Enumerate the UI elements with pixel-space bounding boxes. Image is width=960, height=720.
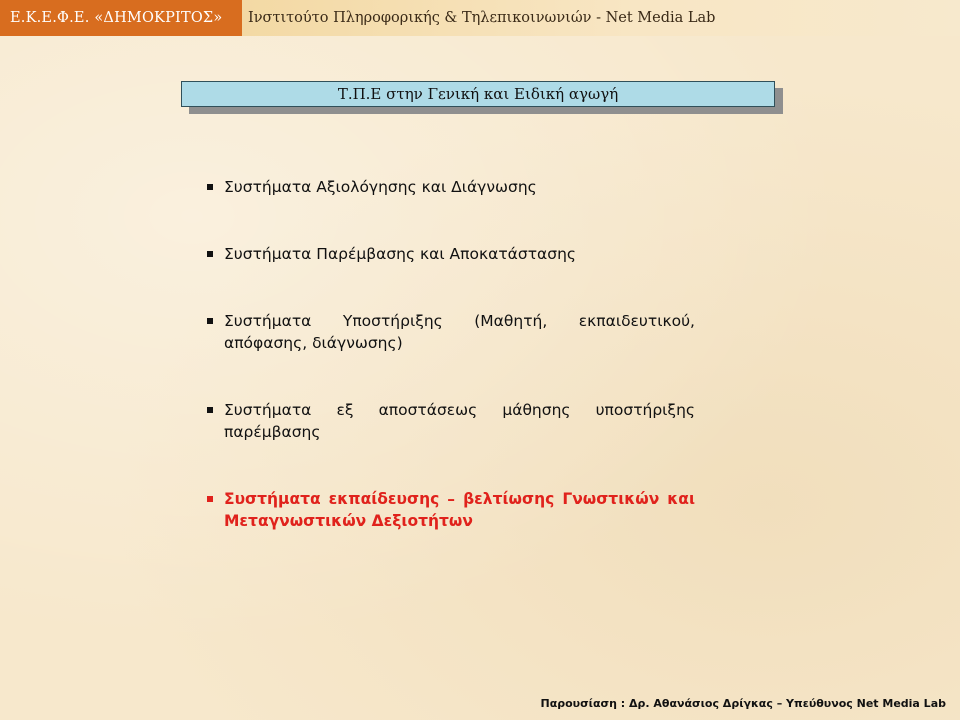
- bullet-text: Συστήματα εκπαίδευσης – βελτίωσης Γνωστικών και Μεταγνωστικών Δεξιοτήτων: [224, 490, 695, 530]
- bullet-square-icon: [207, 184, 213, 190]
- bullet-text: Συστήματα εξ αποστάσεως μάθησης υποστήριξης παρέμβασης: [224, 401, 695, 441]
- bullet-text: Συστήματα Παρέμβασης και Αποκατάστασης: [224, 245, 576, 263]
- slide-title: Τ.Π.Ε στην Γενική και Ειδική αγωγή: [181, 81, 775, 107]
- bullet-item-intervention: [205, 243, 695, 265]
- bullet-square-icon: [207, 251, 213, 257]
- bullet-item-support: [205, 310, 695, 354]
- bullet-text: Συστήματα Υποστήριξης (Μαθητή, εκπαιδευτικού, απόφασης, διάγνωσης): [224, 312, 695, 352]
- bullet-square-icon: [207, 496, 213, 502]
- bullet-item-assessment: [205, 176, 695, 198]
- bullet-list: [205, 176, 695, 532]
- institute-label: Ινστιτούτο Πληροφορικής & Τηλεπικοινωνιών - Net Media Lab: [242, 0, 960, 36]
- bullet-square-icon: [207, 318, 213, 324]
- slide-title-container: [181, 81, 775, 107]
- footer-presenter: Παρουσίαση : Δρ. Αθανάσιος Δρίγκας – Υπεύθυνος Net Media Lab: [540, 697, 946, 710]
- bullet-item-distance-learning: [205, 399, 695, 443]
- bullet-text: Συστήματα Αξιολόγησης και Διάγνωσης: [224, 178, 537, 196]
- header-bar: [0, 0, 960, 36]
- bullet-square-icon: [207, 407, 213, 413]
- organization-label: Ε.Κ.Ε.Φ.Ε. «ΔΗΜΟΚΡΙΤΟΣ»: [0, 0, 242, 36]
- bullet-item-cognitive-skills: [205, 488, 695, 532]
